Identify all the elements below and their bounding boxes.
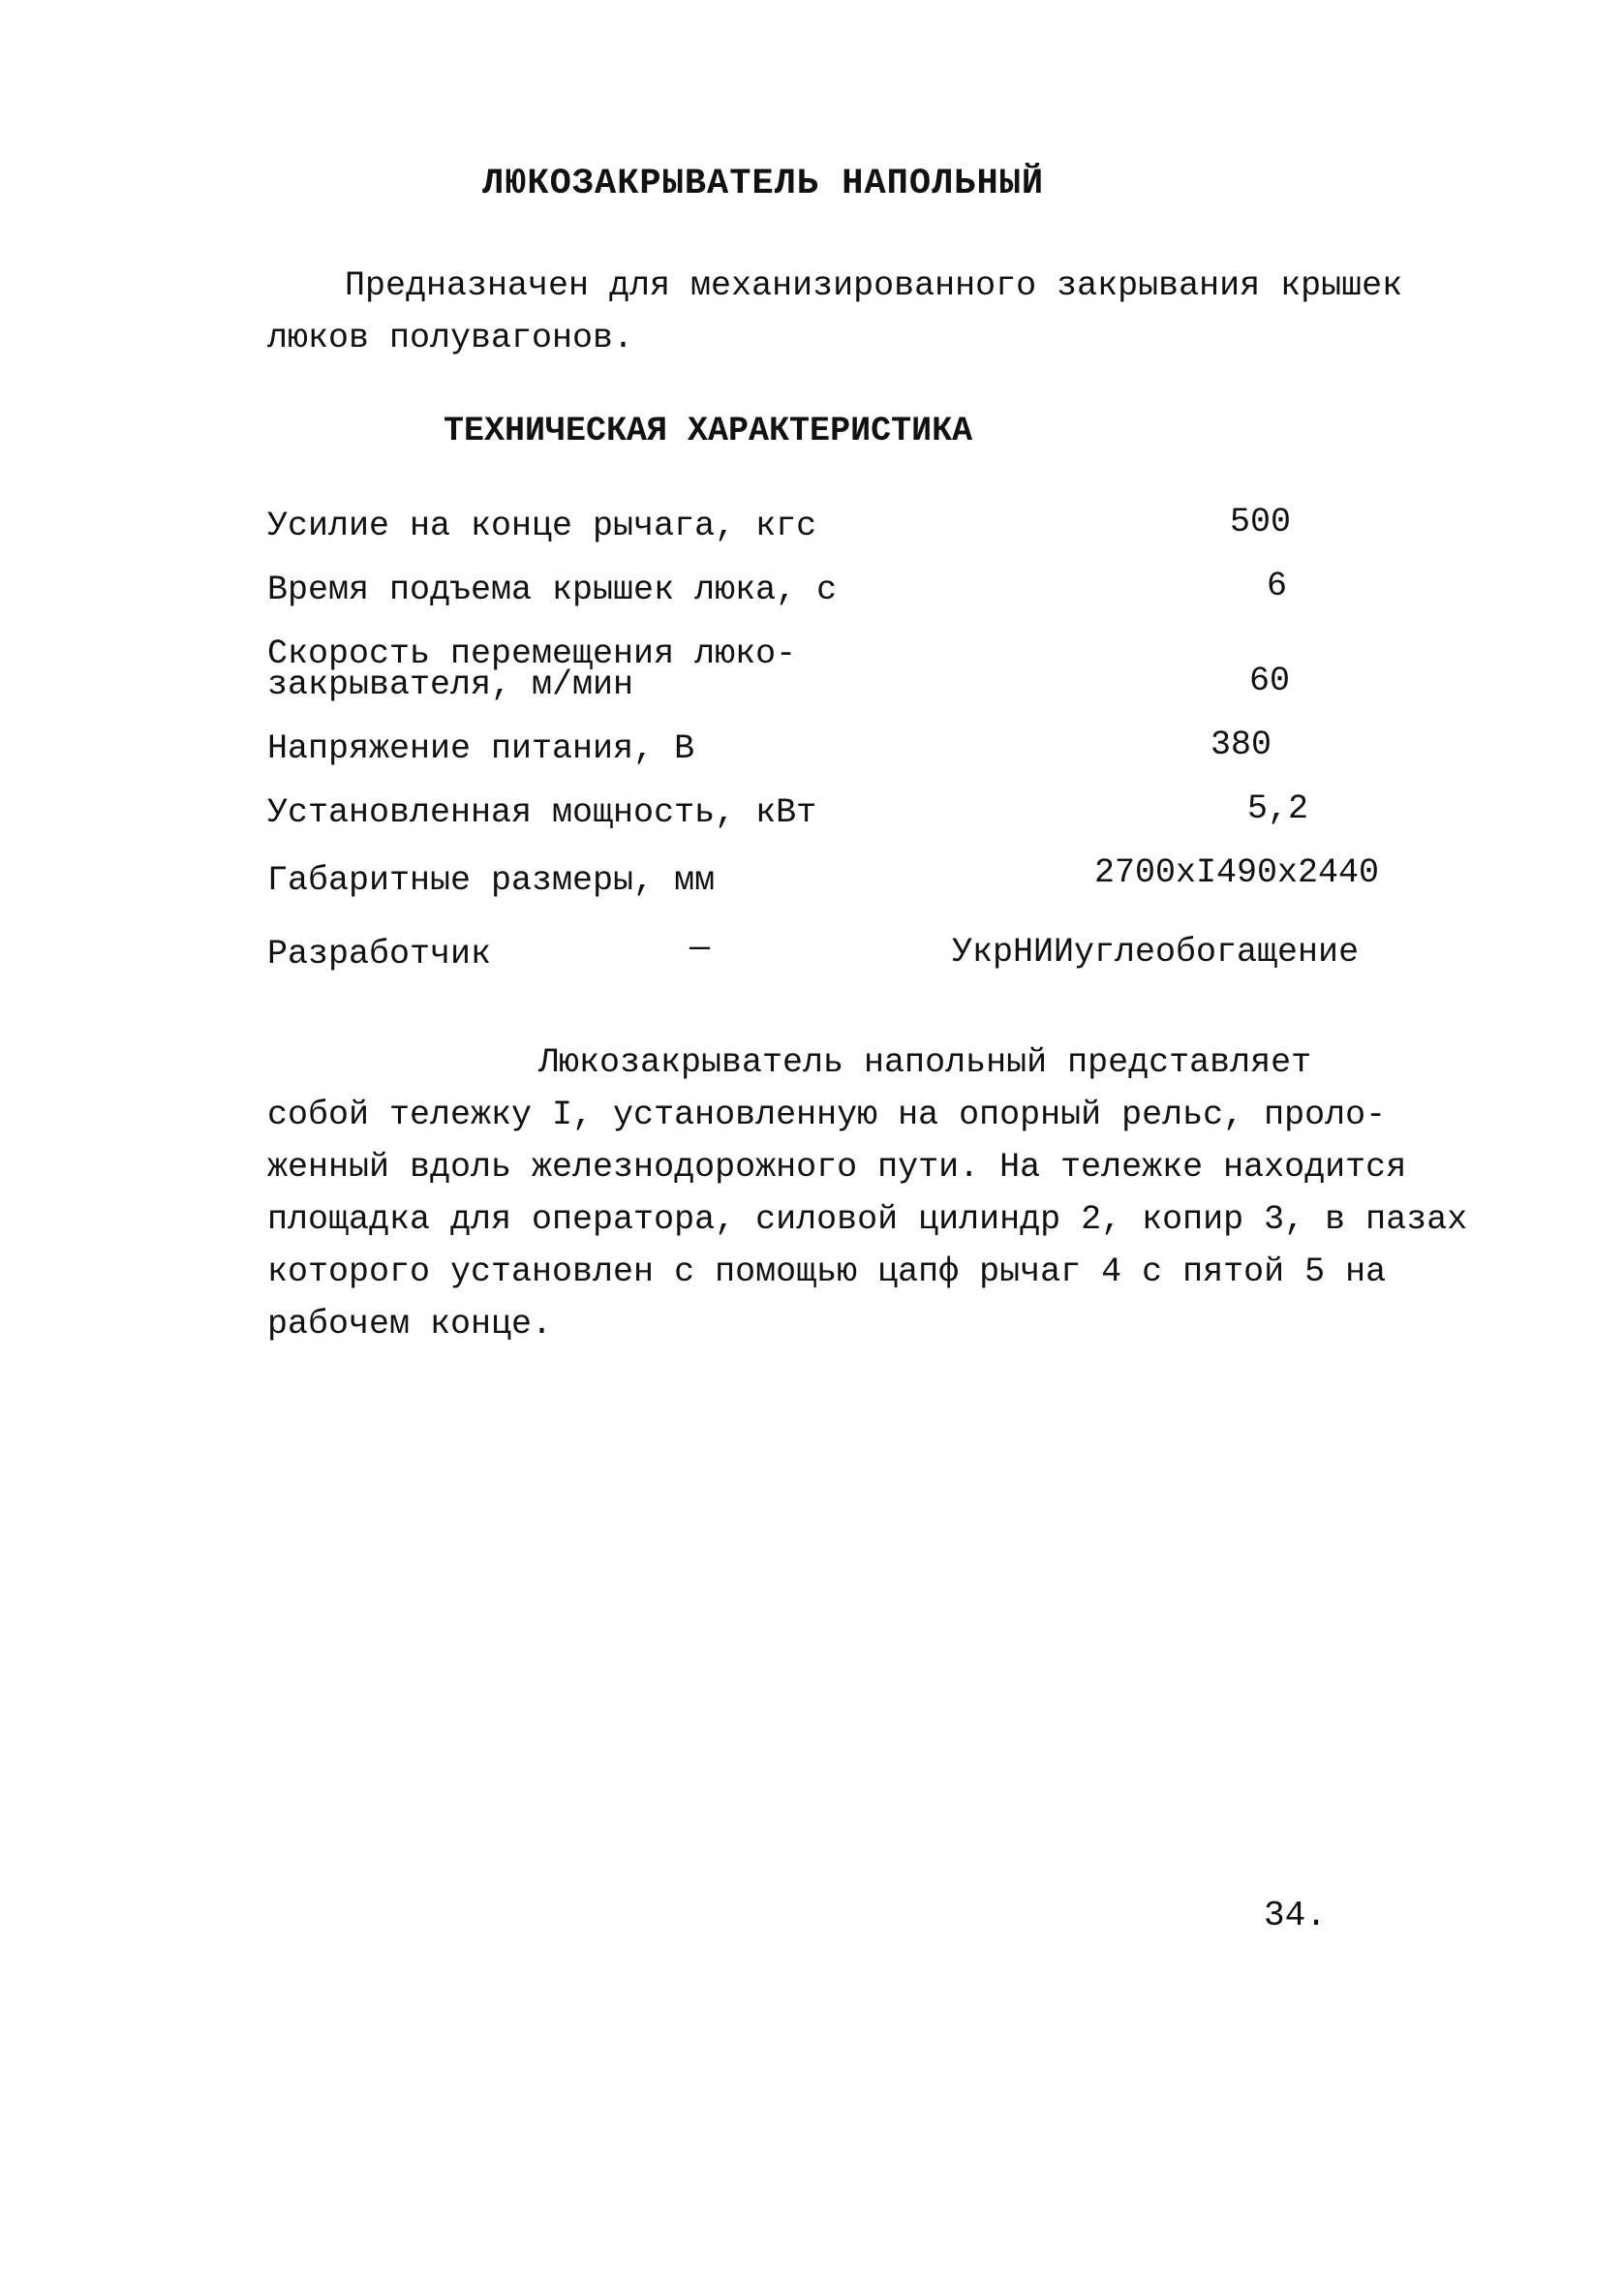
spec-label-force: Усилие на конце рычага, кгс: [267, 507, 817, 545]
spec-value-dimensions: 2700хI490х2440: [1094, 853, 1380, 892]
intro-line-1: Предназначен для механизированного закрывания крышек: [345, 266, 1403, 305]
description-line-3: женный вдоль железнодорожного пути. На тележке находится: [267, 1148, 1407, 1187]
spec-label-dimensions: Габаритные размеры, мм: [267, 861, 716, 900]
spec-value-speed: 60: [1249, 662, 1291, 700]
description-line-1: Люкозакрыватель напольный представляет: [538, 1043, 1312, 1082]
spec-label-voltage: Напряжение питания, В: [267, 729, 695, 768]
spec-value-power: 5,2: [1247, 789, 1309, 828]
developer-dash: —: [689, 929, 711, 968]
spec-label-power: Установленная мощность, кВт: [267, 793, 817, 832]
description-line-2: собой тележку I, установленную на опорный рельс, проло-: [267, 1096, 1387, 1134]
spec-value-voltage: 380: [1210, 726, 1272, 764]
spec-value-force: 500: [1230, 503, 1292, 541]
developer-label: Разработчик: [267, 935, 492, 974]
spec-heading: ТЕХНИЧЕСКАЯ ХАРАКТЕРИСТИКА: [444, 412, 973, 450]
description-line-6: рабочем конце.: [267, 1305, 553, 1344]
description-line-4: площадка для оператора, силовой цилиндр 2, копир 3, в пазах: [267, 1200, 1468, 1239]
document-title: ЛЮКОЗАКРЫВАТЕЛЬ НАПОЛЬНЫЙ: [482, 164, 1045, 204]
developer-value: УкрНИИуглеобогащение: [952, 933, 1360, 972]
page-number: 34.: [1264, 1896, 1327, 1935]
spec-label-speed-line-2: закрывателя, м/мин: [267, 665, 634, 704]
spec-label-lift-time: Время подъема крышек люка, с: [267, 571, 838, 609]
description-line-5: которого установлен с помощью цапф рычаг 4 с пятой 5 на: [267, 1252, 1387, 1291]
intro-line-2: люков полувагонов.: [267, 319, 634, 357]
spec-label-speed-line-1: Скорость перемещения люко-: [267, 634, 797, 673]
spec-value-lift-time: 6: [1267, 567, 1288, 605]
